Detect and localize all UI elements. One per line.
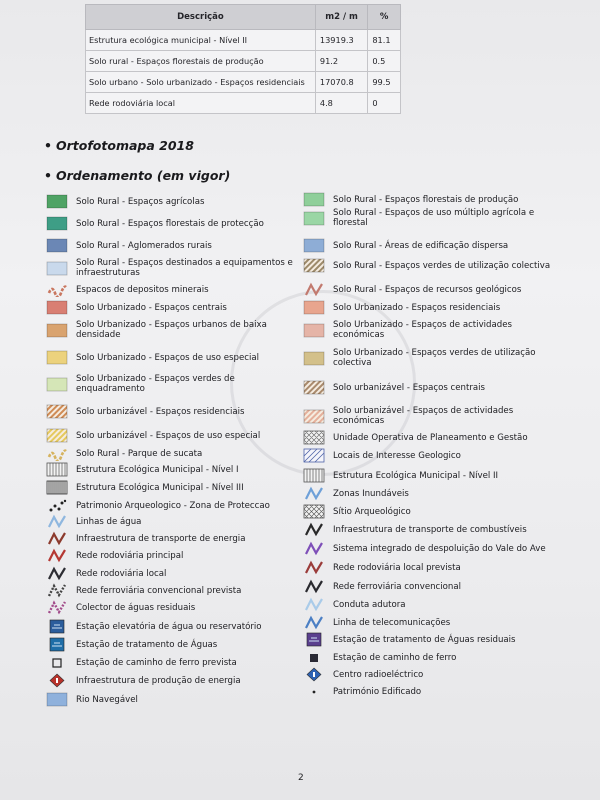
legend-label: Estação elevatória de água ou reservatório xyxy=(76,621,262,632)
legend-label: Solo Urbanizado - Espaços verdes de enquadramento xyxy=(76,374,235,394)
legend-label: Infraestrutura de produção de energia xyxy=(76,675,241,686)
legend-label: Colector de águas residuais xyxy=(76,602,196,613)
legend-label: Centro radioeléctrico xyxy=(333,669,424,680)
solid-swatch-icon xyxy=(303,238,325,253)
column-header: Descrição xyxy=(86,5,316,30)
legend-item xyxy=(303,258,550,273)
dots-symbol-icon xyxy=(46,498,68,513)
legend-item xyxy=(46,583,241,598)
table-cell: 4.8 xyxy=(315,93,367,114)
legend-label: Sistema integrado de despoluição do Vale do Ave xyxy=(333,543,546,554)
legend-item xyxy=(46,531,245,546)
zigzag-line-icon xyxy=(303,615,325,630)
legend-item xyxy=(46,282,209,297)
legend-label: Estação de tratamento de Águas xyxy=(76,639,218,650)
legend-item xyxy=(303,597,406,612)
hatched-swatch-icon xyxy=(303,380,325,395)
legend-label: Locais de Interesse Geologico xyxy=(333,450,461,461)
legend-label: Estrutura Ecológica Municipal - Nível II xyxy=(333,470,499,481)
table-header-row xyxy=(86,5,401,30)
legend-item xyxy=(303,192,518,207)
solid-swatch-icon xyxy=(303,323,325,338)
legend-item xyxy=(46,692,138,707)
dashed-zigzag-icon xyxy=(46,583,68,598)
table-row xyxy=(86,72,401,93)
legend-label: Estação de caminho de ferro xyxy=(333,652,457,663)
table-row xyxy=(86,93,401,114)
diamond-symbol-icon xyxy=(46,673,68,688)
legend-item xyxy=(303,632,516,647)
legend-label: Estação de caminho de ferro prevista xyxy=(76,657,237,668)
bullet-icon: • xyxy=(44,168,52,183)
table-row xyxy=(86,30,401,51)
legend-label: Patrimonio Arqueologico - Zona de Proteccao xyxy=(76,500,270,511)
outline-square-icon xyxy=(46,655,68,670)
legend-label: Solo Rural - Parque de sucata xyxy=(76,448,203,459)
legend-label: Solo Urbanizado - Espaços de actividades económicas xyxy=(333,320,512,340)
legend-item xyxy=(303,684,421,699)
legend-label: Estrutura Ecológica Municipal - Nível III xyxy=(76,482,244,493)
legend-item xyxy=(46,566,166,581)
legend-label: Zonas Inundáveis xyxy=(333,488,409,499)
legend-item xyxy=(46,320,296,340)
legend-item xyxy=(46,446,202,461)
legend-label: Solo Rural - Aglomerados rurais xyxy=(76,240,212,251)
legend-item xyxy=(46,655,237,670)
solid-swatch-icon xyxy=(46,238,68,253)
legend-label: Rede ferroviária convencional prevista xyxy=(76,585,242,596)
legend-label: Estrutura Ecológica Municipal - Nível I xyxy=(76,464,239,475)
legend-item xyxy=(303,208,553,228)
table-cell: 0 xyxy=(368,93,401,114)
wavy-symbol-icon xyxy=(46,282,68,297)
crosshatch-swatch-icon xyxy=(303,430,325,445)
legend-item xyxy=(303,468,498,483)
legend-item xyxy=(46,673,241,688)
zigzag-line-icon xyxy=(303,282,325,297)
legend-label: Conduta adutora xyxy=(333,599,406,610)
legend-item xyxy=(46,350,259,365)
legend-item xyxy=(46,619,262,634)
legend-item xyxy=(46,374,296,394)
legend-label: Solo Rural - Áreas de edificação dispersa xyxy=(333,240,509,251)
station-square-icon xyxy=(46,619,68,634)
legend-label: Linha de telecomunicações xyxy=(333,617,451,628)
legend-item xyxy=(303,380,485,395)
table-cell: Solo urbano - Solo urbanizado - Espaços residenciais xyxy=(86,72,316,93)
legend-item xyxy=(46,428,260,443)
column-header: % xyxy=(368,5,401,30)
zigzag-line-icon xyxy=(303,597,325,612)
solid-swatch-icon xyxy=(46,216,68,231)
legend-label: Solo urbanizável - Espaços residenciais xyxy=(76,406,245,417)
legend-label: Património Edificado xyxy=(333,686,422,697)
legend-item xyxy=(303,504,411,519)
filled-square-icon xyxy=(303,650,325,665)
legend-item xyxy=(303,615,450,630)
zigzag-line-icon xyxy=(303,486,325,501)
legend-label: Solo Rural - Espaços de uso múltiplo agrícola e florestal xyxy=(333,208,535,228)
table-cell: Solo rural - Espaços florestais de produção xyxy=(86,51,316,72)
legend-item xyxy=(303,579,461,594)
legend-item xyxy=(303,430,528,445)
legend-item xyxy=(303,238,508,253)
summary-table xyxy=(85,4,401,114)
legend-label: Estação de tratamento de Águas residuais xyxy=(333,634,516,645)
legend-label: Solo Rural - Espaços florestais de produção xyxy=(333,194,519,205)
legend-label: Solo Rural - Espaços florestais de protecção xyxy=(76,218,264,229)
legend-item xyxy=(46,480,244,495)
legend-item xyxy=(303,560,461,575)
legend-item xyxy=(303,650,456,665)
legend-item xyxy=(303,282,521,297)
table-cell: 0.5 xyxy=(368,51,401,72)
table-row xyxy=(86,51,401,72)
dashed-zigzag-icon xyxy=(46,600,68,615)
legend-label: Solo urbanizável - Espaços de actividades económicas xyxy=(333,406,514,426)
legend-label: Solo Urbanizado - Espaços centrais xyxy=(76,302,227,313)
legend-item xyxy=(46,600,195,615)
solid-swatch-icon xyxy=(46,350,68,365)
legend-label: Solo urbanizável - Espaços centrais xyxy=(333,382,486,393)
table-cell: Estrutura ecológica municipal - Nível II xyxy=(86,30,316,51)
section-title: Ordenamento (em vigor) xyxy=(56,168,231,183)
zigzag-line-icon xyxy=(46,548,68,563)
zigzag-line-icon xyxy=(303,522,325,537)
legend-label: Infraestrutura de transporte de combustíveis xyxy=(333,524,527,535)
vertical-lines-swatch-icon xyxy=(46,462,68,477)
legend-item xyxy=(303,541,546,556)
legend-item xyxy=(303,522,527,537)
solid-swatch-icon xyxy=(46,300,68,315)
table-cell: Rede rodoviária local xyxy=(86,93,316,114)
legend-item xyxy=(46,548,183,563)
solid-swatch-icon xyxy=(303,300,325,315)
hatched-swatch-icon xyxy=(303,258,325,273)
legend-label: Espacos de depositos minerais xyxy=(76,284,209,295)
bullet-icon: • xyxy=(44,138,52,153)
legend-item xyxy=(46,238,212,253)
zigzag-line-icon xyxy=(303,541,325,556)
wavy-symbol-icon xyxy=(46,446,68,461)
legend-item xyxy=(46,300,227,315)
table-cell: 17070.8 xyxy=(315,72,367,93)
legend-item xyxy=(46,498,270,513)
solid-swatch-icon xyxy=(303,351,325,366)
zigzag-line-icon xyxy=(303,579,325,594)
legend-item xyxy=(46,637,217,652)
diamond-symbol-icon xyxy=(303,667,325,682)
legend-label: Solo Urbanizado - Espaços residenciais xyxy=(333,302,501,313)
hatched-swatch-icon xyxy=(46,404,68,419)
legend-item xyxy=(46,462,239,477)
legend-label: Solo Urbanizado - Espaços de uso especial xyxy=(76,352,260,363)
legend-label: Infraestrutura de transporte de energia xyxy=(76,533,246,544)
legend-label: Rede rodoviária principal xyxy=(76,550,184,561)
solid-swatch-icon xyxy=(46,323,68,338)
legend-item xyxy=(303,320,553,340)
hatched-swatch-icon xyxy=(46,428,68,443)
legend-label: Rede rodoviária local xyxy=(76,568,167,579)
hatched-swatch-icon xyxy=(303,409,325,424)
legend-label: Rede rodoviária local prevista xyxy=(333,562,461,573)
solid-swatch-icon xyxy=(46,194,68,209)
legend-label: Solo Rural - Espaços de recursos geológicos xyxy=(333,284,522,295)
table-cell: 99.5 xyxy=(368,72,401,93)
legend-label: Sítio Arqueológico xyxy=(333,506,411,517)
solid-swatch-icon xyxy=(46,261,68,276)
legend-item xyxy=(46,258,296,278)
legend-item xyxy=(303,300,500,315)
small-dot-icon xyxy=(303,684,325,699)
crosshatch-swatch-icon xyxy=(303,504,325,519)
solid-swatch-icon xyxy=(46,377,68,392)
legend-label: Solo urbanizável - Espaços de uso especial xyxy=(76,430,261,441)
page-number: 2 xyxy=(298,773,304,783)
table-cell: 81.1 xyxy=(368,30,401,51)
column-header: m2 / m xyxy=(315,5,367,30)
legend-item xyxy=(46,216,264,231)
solid-swatch-icon xyxy=(303,192,325,207)
zigzag-line-icon xyxy=(46,566,68,581)
legend-item xyxy=(303,667,423,682)
legend-item xyxy=(46,194,204,209)
legend-label: Solo Rural - Espaços destinados a equipamentos e infraestruturas xyxy=(76,258,293,278)
solid-swatch-icon xyxy=(46,692,68,707)
legend-item xyxy=(46,404,244,419)
legend-label: Rio Navegável xyxy=(76,694,138,705)
solid-swatch-icon xyxy=(303,211,325,226)
legend-item xyxy=(303,348,553,368)
legend-label: Solo Urbanizado - Espaços verdes de utilização colectiva xyxy=(333,348,536,368)
legend-item xyxy=(303,406,553,426)
legend-label: Unidade Operativa de Planeamento e Gestão xyxy=(333,432,528,443)
zigzag-line-icon xyxy=(46,514,68,529)
section-heading-ortofotomapa xyxy=(44,138,194,153)
legend-item xyxy=(303,448,461,463)
section-heading-ordenamento xyxy=(44,168,230,183)
station-square-icon xyxy=(303,632,325,647)
zigzag-line-icon xyxy=(303,560,325,575)
legend-label: Rede ferroviária convencional xyxy=(333,581,462,592)
station-square-icon xyxy=(46,637,68,652)
zigzag-line-icon xyxy=(46,531,68,546)
legend-item xyxy=(303,486,409,501)
legend-item xyxy=(46,514,141,529)
legend-label: Solo Rural - Espaços agrícolas xyxy=(76,196,205,207)
legend-label: Linhas de água xyxy=(76,516,142,527)
table-cell: 91.2 xyxy=(315,51,367,72)
diagonal-swatch-icon xyxy=(303,448,325,463)
dense-lines-swatch-icon xyxy=(46,480,68,495)
table-cell: 13919.3 xyxy=(315,30,367,51)
legend-label: Solo Urbanizado - Espaços urbanos de baixa densidade xyxy=(76,320,267,340)
vertical-lines-swatch-icon xyxy=(303,468,325,483)
legend-label: Solo Rural - Espaços verdes de utilização colectiva xyxy=(333,260,551,271)
section-title: Ortofotomapa 2018 xyxy=(56,138,194,153)
